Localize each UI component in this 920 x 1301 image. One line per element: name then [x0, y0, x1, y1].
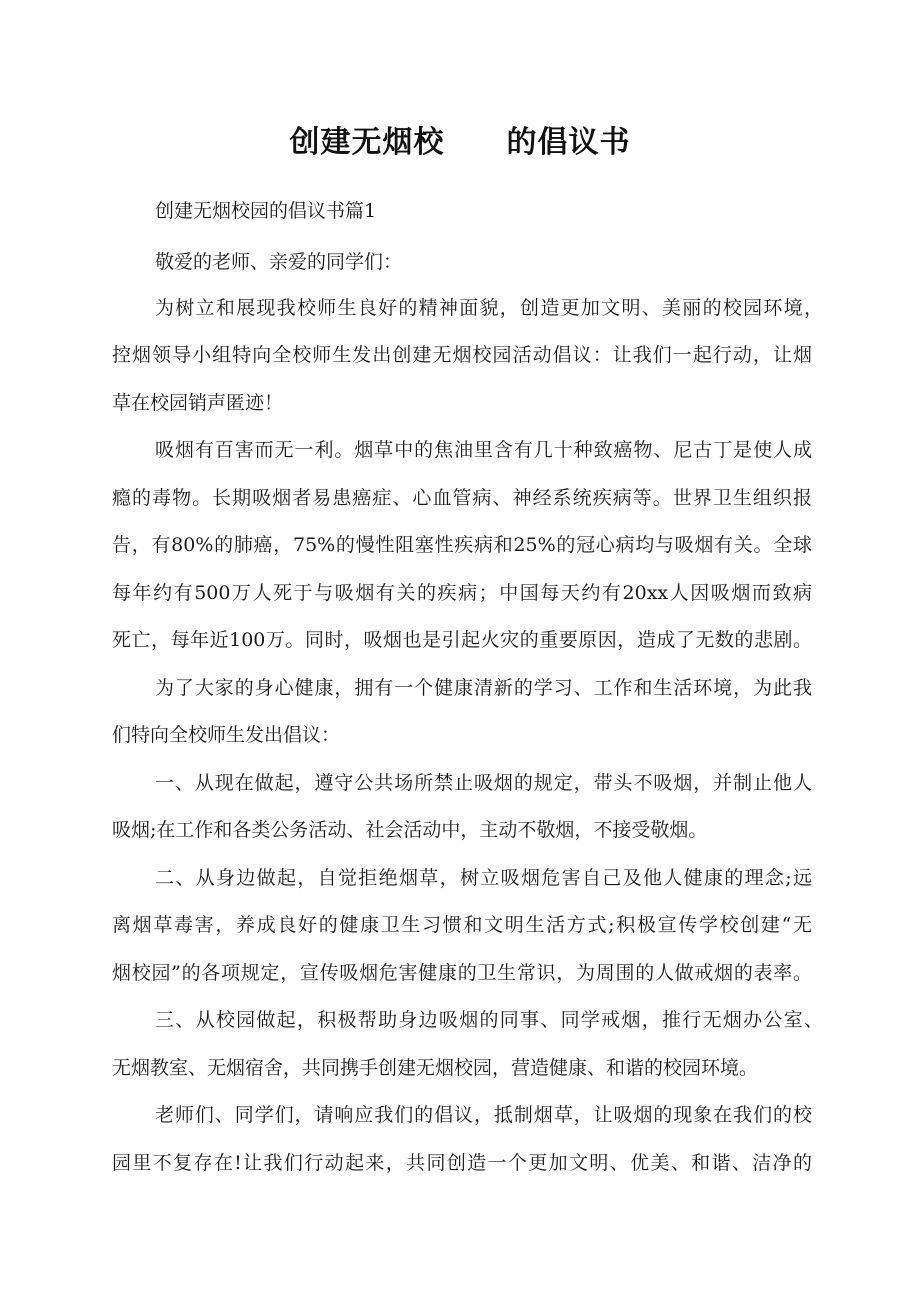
paragraph-line: 一、从现在做起，遵守公共场所禁止吸烟的规定，带头不吸烟，并制止他人	[155, 772, 812, 794]
paragraph-line: 老师们、同学们，请响应我们的倡议，抵制烟草，让吸烟的现象在我们的校	[155, 1104, 812, 1126]
paragraph-line: 控烟领导小组特向全校师生发出创建无烟校园活动倡议：让我们一起行动，让烟	[112, 344, 812, 366]
paragraph-line: 瘾的毒物。长期吸烟者易患癌症、心血管病、神经系统疾病等。世界卫生组织报	[112, 487, 812, 509]
paragraph-line: 为了大家的身心健康，拥有一个健康清新的学习、工作和生活环境，为此我	[155, 677, 812, 699]
document-title	[0, 117, 920, 161]
paragraph-line: 每年约有500万人死于与吸烟有关的疾病；中国每天约有20xx人因吸烟而致病	[112, 582, 812, 604]
paragraph-line: 吸烟有百害而无一利。烟草中的焦油里含有几十种致癌物、尼古丁是使人成	[155, 439, 812, 461]
paragraph-line: 二、从身边做起，自觉拒绝烟草，树立吸烟危害自己及他人健康的理念;远	[155, 867, 812, 889]
paragraph-line: 无烟教室、无烟宿舍，共同携手创建无烟校园，营造健康、和谐的校园环境。	[112, 1057, 759, 1079]
paragraph-line: 死亡，每年近100万。同时，吸烟也是引起火灾的重要原因，造成了无数的悲剧。	[112, 629, 812, 651]
paragraph-line: 三、从校园做起，积极帮助身边吸烟的同事、同学戒烟，推行无烟办公室、	[155, 1009, 823, 1031]
title-part-2: 的倡议书	[506, 125, 631, 160]
paragraph-line: 为树立和展现我校师生良好的精神面貌，创造更加文明、美丽的校园环境，	[155, 297, 823, 319]
paragraph-line: 们特向全校师生发出倡议：	[112, 724, 341, 746]
title-part-1: 创建无烟校	[289, 125, 445, 160]
paragraph-line: 烟校园”的各项规定，宣传吸烟危害健康的卫生常识，为周围的人做戒烟的表率。	[112, 962, 812, 984]
paragraph-line: 草在校园销声匿迹！	[112, 392, 284, 414]
paragraph-line: 吸烟;在工作和各类公务活动、社会活动中，主动不敬烟，不接受敬烟。	[112, 819, 708, 841]
paragraph-line: 离烟草毒害，养成良好的健康卫生习惯和文明生活方式;积极宣传学校创建“无	[112, 914, 812, 936]
salutation: 敬爱的老师、亲爱的同学们：	[155, 251, 403, 273]
section-heading: 创建无烟校园的倡议书篇1	[155, 200, 377, 222]
paragraph-line: 告，有80%的肺癌，75%的慢性阻塞性疾病和25%的冠心病均与吸烟有关。全球	[112, 534, 812, 556]
paragraph-line: 园里不复存在!让我们行动起来，共同创造一个更加文明、优美、和谐、洁净的	[112, 1152, 812, 1174]
